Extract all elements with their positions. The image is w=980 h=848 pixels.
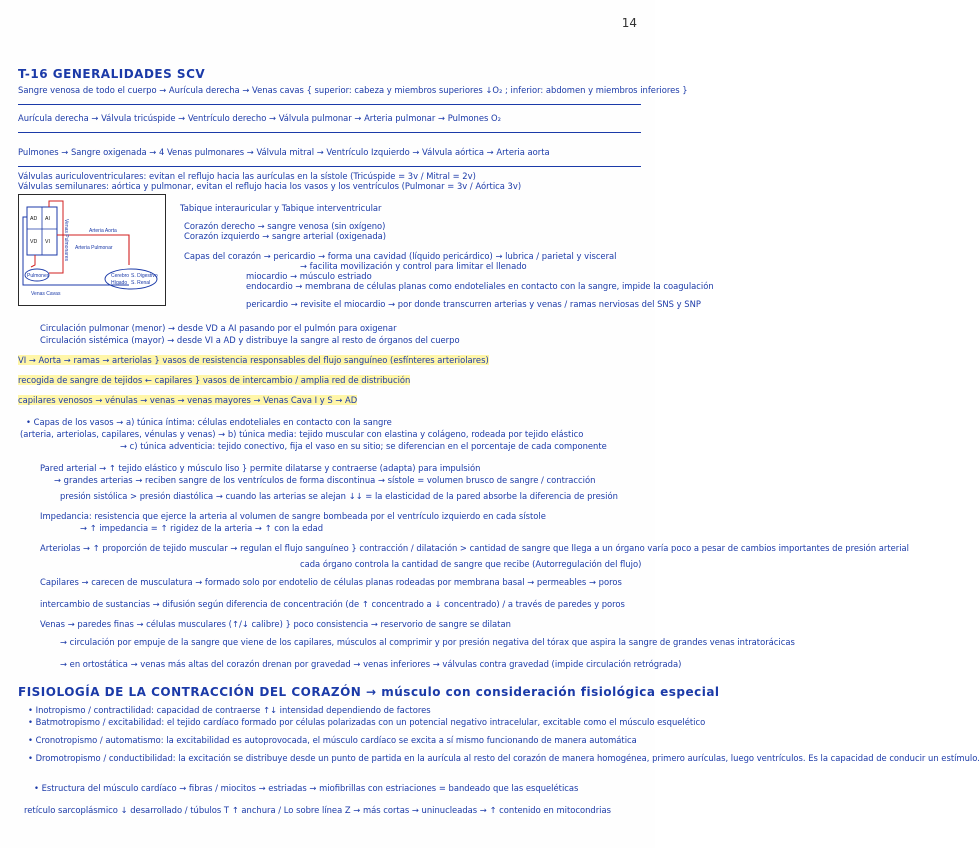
note-line-33: → en ortostática → venas más altas del corazón drenan por gravedad → venas inferiores → válvulas contra gravedad (impide circulación retrógrada) (60, 659, 682, 669)
note-line-4: Válvulas auriculoventriculares: evitan el reflujo hacia las aurículas en la sístole (Tricúspide = 3v / Mitral = 2v) (18, 171, 476, 181)
label-ai: AI (45, 216, 50, 222)
note-line-3: Pulmones → Sangre oxigenada → 4 Venas pulmonares → Válvula mitral → Ventrículo Izquierdo → Válvula aórtica → Arteria aorta (18, 147, 550, 157)
label-vd: VD (30, 239, 38, 245)
note-line-24: presión sistólica > presión diastólica → cuando las arterias se alejan ↓↓ = la elasticidad de la pared absorbe la diferencia de presión (60, 491, 618, 501)
note-line-15: Circulación sistémica (mayor) → desde VI a AD y distribuye la sangre al resto de órganos del cuerpo (40, 335, 460, 345)
label-higado: Hígado (111, 280, 128, 286)
label-arteria-pulmonar: Arteria Pulmonar (75, 245, 113, 251)
highlight-veins: capilares venosos → vénulas → venas → venas mayores → Venas Cava I y S → AD (18, 395, 358, 405)
note-line-26: → ↑ impedancia = ↑ rigidez de la arteria → ↑ con la edad (80, 523, 324, 533)
note-line-30: intercambio de sustancias → difusión según diferencia de concentración (de ↑ concentrado a ↓ concentrado) / a través de paredes y poros (40, 599, 625, 609)
label-digestivo: S. Digestivo (131, 273, 158, 279)
label-pulmones: Pulmones (27, 273, 50, 279)
note-line-1: Sangre venosa de todo el cuerpo → Aurícula derecha → Venas cavas { superior: cabeza y miembros superiores ↓O₂ ; inferior: abdomen y miembros inferiores } (18, 85, 688, 95)
divider (18, 132, 641, 133)
note-line-12: endocardio → membrana de células planas como endoteliales en contacto con la sangre, impide la coagulación (246, 281, 714, 291)
circulation-diagram (18, 194, 166, 306)
label-renal: S. Renal (131, 280, 151, 286)
label-cerebro: Cerebro (111, 273, 130, 279)
note-line-36: • Batmotropismo / excitabilidad: el tejido cardíaco formado por células polarizadas con un potencial negativo intracelular, excitable como el músculo esquelético (28, 717, 706, 727)
page-number: 14 (621, 16, 637, 30)
note-line-38: • Dromotropismo / conductibilidad: la excitación se distribuye desde un punto de partida en la aurícula al resto del corazón de manera homogénea, primero aurículas, luego ventrículos. Es la capacidad de conducir un estímulo. (28, 753, 980, 763)
note-line-25: Impedancia: resistencia que ejerce la arteria al volumen de sangre bombeada por el ventrículo izquierdo en cada sístole (40, 511, 546, 521)
note-line-16 (18, 356, 641, 365)
note-line-31: Venas → paredes finas → células musculares (↑/↓ calibre) } poco consistencia → reservorio de sangre se dilatan (40, 619, 511, 629)
note-line-6: Tabique interauricular y Tabique interventricular (180, 203, 382, 213)
note-line-23: → grandes arterias → reciben sangre de los ventrículos de forma discontinua → sístole = volumen brusco de sangre / contracción (54, 475, 596, 485)
note-line-28: cada órgano controla la cantidad de sangre que recibe (Autorregulación del flujo) (300, 559, 642, 569)
label-ad: AD (30, 216, 38, 222)
organs-shape (105, 269, 157, 289)
highlight-arteries: VI → Aorta → ramas → arteriolas } vasos de resistencia responsables del flujo sanguíneo (esfínteres arteriolares) (18, 355, 489, 365)
note-line-39: • Estructura del músculo cardíaco → fibras / miocitos → estriadas → miofibrillas con estriaciones = bandeado que las esqueléticas (34, 783, 579, 793)
note-line-18 (18, 396, 641, 405)
section-title: T-16 GENERALIDADES SCV (18, 67, 206, 81)
note-line-10: → facilita movilización y control para limitar el llenado (300, 261, 527, 271)
note-line-35: • Inotropismo / contractilidad: capacidad de contraerse ↑↓ intensidad dependiendo de factores (28, 705, 431, 715)
note-line-40: retículo sarcoplásmico ↓ desarrollado / túbulos T ↑ anchura / Lo sobre línea Z → más cortas → uninucleadas → ↑ contenido en mitocondrias (24, 805, 612, 815)
note-line-37: • Cronotropismo / automatismo: la excitabilidad es autoprovocada, el músculo cardíaco se excita a sí mismo funcionando de manera automática (28, 735, 637, 745)
note-line-32: → circulación por empuje de la sangre que viene de los capilares, músculos al comprimir y por presión negativa del tórax que aspira la sangre de grandes venas intratorácicas (60, 637, 795, 647)
note-line-29: Capilares → carecen de musculatura → formado solo por endotelio de células planas rodeadas por membrana basal → permeables → poros (40, 577, 622, 587)
label-vi: VI (45, 239, 50, 245)
note-line-9: Capas del corazón → pericardio → forma una cavidad (líquido pericárdico) → lubrica / parietal y visceral (184, 251, 617, 261)
note-line-8: Corazón izquierdo → sangre arterial (oxigenada) (184, 231, 387, 241)
note-line-21: → c) túnica adventicia: tejido conectivo, fija el vaso en su sitio; se diferencian en el porcentaje de cada componente (120, 441, 607, 451)
note-line-7: Corazón derecho → sangre venosa (sin oxígeno) (184, 221, 386, 231)
section-title-fisiologia: FISIOLOGÍA DE LA CONTRACCIÓN DEL CORAZÓN → músculo con consideración fisiológica especial (18, 685, 720, 699)
highlight-capillaries: recogida de sangre de tejidos ← capilares } vasos de intercambio / amplia red de distribución (18, 375, 411, 385)
note-line-27: Arteriolas → ↑ proporción de tejido muscular → regulan el flujo sanguíneo } contracción / dilatación > cantidad de sangre que llega a un órgano varía poco a pesar de cambios importantes de presión arterial (40, 543, 910, 553)
note-line-2: Aurícula derecha → Válvula tricúspide → Ventrículo derecho → Válvula pulmonar → Arteria pulmonar → Pulmones O₂ (18, 113, 501, 123)
note-line-17 (18, 376, 641, 385)
divider (18, 104, 641, 105)
note-line-11: miocardio → músculo estriado (246, 271, 372, 281)
note-line-5: Válvulas semilunares: aórtica y pulmonar, evitan el reflujo hacia los vasos y los ventrículos (Pulmonar = 3v / Aórtica 3v) (18, 181, 522, 191)
note-line-22: Pared arterial → ↑ tejido elástico y músculo liso } permite dilatarse y contraerse (adapta) para impulsión (40, 463, 481, 473)
divider (18, 166, 641, 167)
label-venas-cavas: Venas Cavas (31, 291, 61, 297)
note-line-14: Circulación pulmonar (menor) → desde VD a AI pasando por el pulmón para oxigenar (40, 323, 397, 333)
note-line-13: pericardio → revisite el miocardio → por donde transcurren arterias y venas / ramas nerviosas del SNS y SNP (246, 299, 701, 309)
label-aorta: Arteria Aorta (89, 228, 117, 234)
label-venas-pulmonares: Venas Pulmonares (63, 219, 69, 261)
note-line-20: (arteria, arteriolas, capilares, vénulas y venas) → b) túnica media: tejido muscular con elastina y colágeno, rodeada por tejido elástico (20, 429, 584, 439)
note-line-19: • Capas de los vasos → a) túnica íntima: células endoteliales en contacto con la sangre (26, 417, 392, 427)
